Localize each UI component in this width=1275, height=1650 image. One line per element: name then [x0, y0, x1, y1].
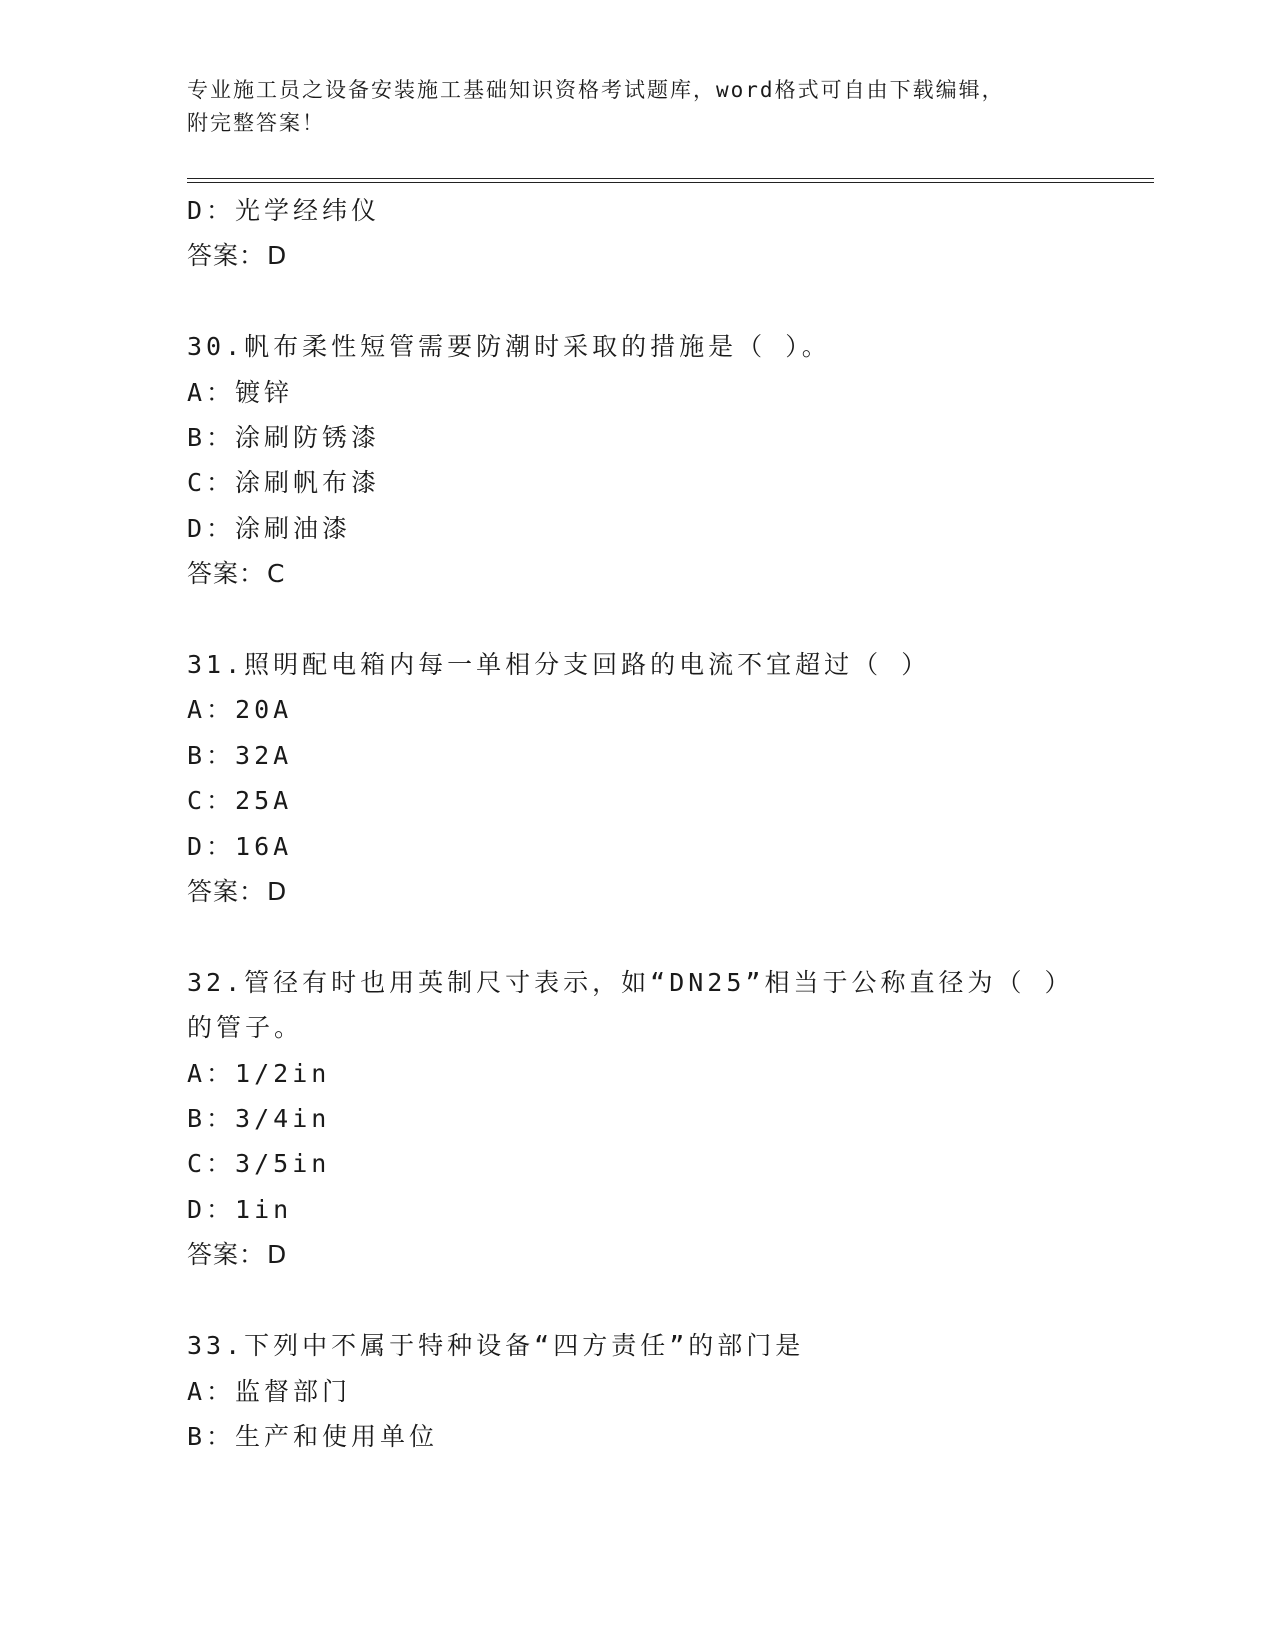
spacer — [187, 597, 1087, 642]
header-double-rule — [187, 178, 1154, 183]
question-30 — [187, 324, 1087, 596]
question-31 — [187, 642, 1087, 914]
question-30-option-d: D：涂刷油漆 — [187, 513, 352, 543]
answer-value: D — [267, 877, 288, 907]
question-32-option-b: B：3/4in — [187, 1104, 331, 1134]
question-33-option-b: B：生产和使用单位 — [187, 1421, 439, 1451]
question-30-option-a: A：镀锌 — [187, 377, 294, 407]
question-32-title-line-1: 32.管径有时也用英制尺寸表示，如“DN25”相当于公称直径为（ ） — [187, 967, 1074, 997]
question-30-option-c: C：涂刷帆布漆 — [187, 468, 381, 498]
question-31-option-a: A：20A — [187, 695, 293, 725]
question-33-option-a: A：监督部门 — [187, 1376, 352, 1406]
spacer — [187, 914, 1087, 959]
header-title-line-2: 附完整答案！ — [187, 111, 325, 135]
page-header — [187, 74, 1087, 140]
question-30-title: 30.帆布柔性短管需要防潮时采取的措施是（ ）。 — [187, 332, 831, 362]
answer-label: 答案： — [187, 877, 266, 907]
question-list — [187, 188, 1087, 1459]
question-30-option-b: B：涂刷防锈漆 — [187, 423, 381, 453]
answer-label: 答案： — [187, 559, 266, 589]
question-31-option-b: B：32A — [187, 740, 293, 770]
question-32-option-c: C：3/5in — [187, 1149, 331, 1179]
question-31-title: 31.照明配电箱内每一单相分支回路的电流不宜超过（ ） — [187, 650, 931, 680]
question-33 — [187, 1323, 1087, 1459]
question-31-option-d: D：16A — [187, 831, 293, 861]
answer-label: 答案： — [187, 241, 266, 271]
header-title-line-1: 专业施工员之设备安装施工基础知识资格考试题库，word格式可自由下载编辑， — [187, 78, 1005, 102]
question-31-answer — [187, 869, 1087, 914]
answer-value: C — [267, 559, 286, 589]
prev-option-d: D：光学经纬仪 — [187, 196, 381, 225]
question-32-title-line-2: 的管子。 — [187, 1013, 304, 1043]
prev-answer — [187, 233, 1087, 278]
spacer — [187, 1278, 1087, 1323]
question-30-answer — [187, 551, 1087, 596]
question-32-answer — [187, 1232, 1087, 1277]
question-32-option-d: D：1in — [187, 1194, 293, 1224]
question-33-title: 33.下列中不属于特种设备“四方责任”的部门是 — [187, 1331, 805, 1361]
answer-value: D — [267, 241, 288, 271]
question-32 — [187, 960, 1087, 1278]
question-32-option-a: A：1/2in — [187, 1058, 331, 1088]
answer-label: 答案： — [187, 1240, 266, 1270]
spacer — [187, 279, 1087, 324]
question-31-option-c: C：25A — [187, 786, 293, 816]
answer-value: D — [267, 1240, 288, 1270]
